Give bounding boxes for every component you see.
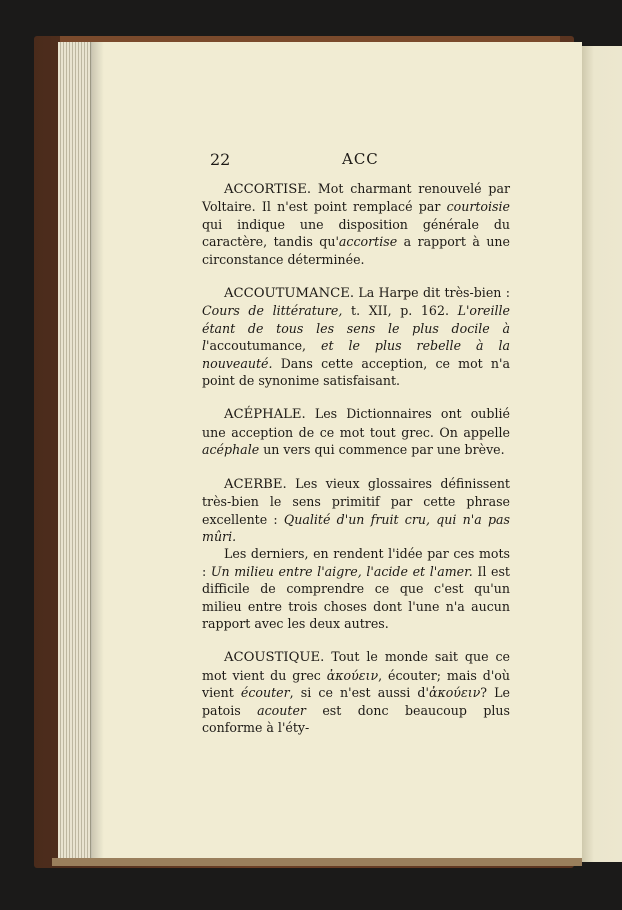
entry-paragraph — [202, 180, 510, 268]
cover-bottom-edge — [52, 858, 582, 866]
body-text: Dans cette acception, ce mot n'a point de synonime satisfaisant. — [202, 355, 510, 389]
body-text: qui indique une disposition générale du caractère, tandis qu' — [202, 216, 510, 250]
entry-paragraph — [202, 545, 510, 632]
body-text: Les vieux glossaires définissent très-bien le sens primitif par cette phrase excellente : — [202, 475, 510, 527]
italic-text: Un milieu entre l'aigre, l'acide et l'amer. — [210, 563, 473, 579]
body-text: La Harpe dit très-bien : — [354, 285, 510, 301]
italic-text: acéphale — [202, 442, 260, 458]
body-text: ? Le patois — [202, 685, 510, 718]
italic-text: ἀκούειν — [326, 667, 379, 683]
facing-page — [582, 46, 622, 862]
body-text: a rapport à une circonstance déterminée. — [202, 234, 510, 267]
body-text: un vers qui commence par une brève. — [259, 442, 505, 458]
page-edges — [58, 42, 94, 862]
dictionary-entry — [202, 180, 510, 268]
body-text: Les derniers, en rendent l'idée par ces mots : — [202, 546, 510, 579]
body-text: est donc beaucoup plus conforme à l'éty- — [202, 702, 510, 735]
italic-text: accortise — [338, 234, 398, 250]
page-text — [202, 150, 510, 752]
entry-paragraph — [202, 648, 510, 736]
body-text: Il est difficile de comprendre ce que c'est qu'un milieu entre trois choses dont l'une n'a aucun rapport avec les deux autres. — [202, 563, 510, 631]
italic-text: acouter — [257, 702, 306, 718]
entry-paragraph — [202, 405, 510, 458]
dictionary-entry — [202, 475, 510, 633]
entry-headword: ACCOUTUMANCE. — [224, 286, 355, 302]
italic-text: ἀκούειν — [428, 685, 481, 701]
entry-paragraph — [202, 475, 510, 546]
gutter-shadow — [90, 42, 104, 862]
entry-headword: ACERBE. — [224, 476, 287, 492]
body-text: Les Dictionnaires ont oublié une acception de ce mot tout grec. On appelle — [202, 406, 510, 440]
entry-headword: ACCORTISE. — [224, 182, 312, 197]
dictionary-entry — [202, 284, 510, 389]
italic-text: Cours de littérature, — [202, 303, 343, 319]
running-head-letters: ACC — [342, 150, 379, 168]
italic-text: L'oreille étant de tous les sens le plus docile à l' — [202, 303, 511, 354]
dictionary-entry — [202, 405, 510, 458]
body-text: , écouter; mais d'où vient — [202, 667, 510, 701]
body-text: accoutumance, — [209, 338, 322, 354]
italic-text: écouter — [240, 685, 290, 701]
body-text: , si ce n'est aussi d' — [289, 685, 429, 701]
dictionary-entry — [202, 648, 510, 736]
page-number: 22 — [210, 150, 231, 169]
body-text: Mot charmant renouvelé par Voltaire. Il n'est point remplacé par — [202, 181, 510, 215]
entry-headword: ACOUSTIQUE. — [224, 650, 325, 666]
italic-text: courtoisie — [446, 199, 510, 215]
body-text: t. XII, p. 162. — [342, 303, 458, 319]
italic-text: et le plus rebelle à la nouveauté. — [202, 338, 510, 371]
entry-paragraph — [202, 284, 510, 389]
body-text: Tout le monde sait que ce mot vient du grec — [202, 649, 510, 683]
italic-text: Qualité d'un fruit cru, qui n'a pas mûri. — [202, 511, 510, 544]
running-head — [202, 150, 510, 172]
entry-headword: ACÉPHALE. — [224, 407, 306, 423]
dictionary-entries — [202, 180, 510, 736]
